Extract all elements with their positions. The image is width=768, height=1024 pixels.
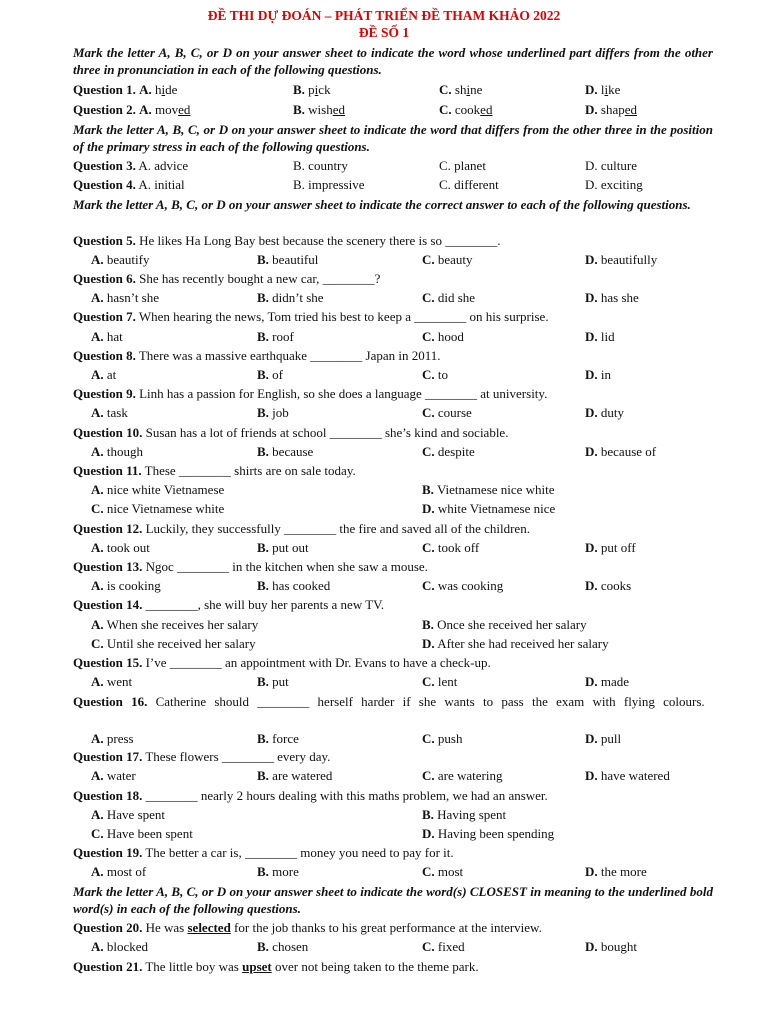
option-letter: C. <box>439 102 455 117</box>
option-a: press <box>106 731 134 746</box>
option-c: beauty <box>437 252 473 267</box>
option-d: because of <box>600 444 657 459</box>
underlined-word: selected <box>187 920 231 935</box>
option-b: didn’t she <box>272 290 324 305</box>
option-b: B. country <box>293 158 348 173</box>
option-letter: A. <box>91 768 104 783</box>
option-letter: C. <box>439 82 455 97</box>
option-letter: B. <box>257 674 269 689</box>
option-letter: A. <box>91 674 104 689</box>
option-letter: B. <box>422 807 434 822</box>
underlined-part: ed <box>178 102 191 117</box>
question-text: He likes Ha Long Bay best because the scenery there is so ________. <box>139 233 501 248</box>
question-text: These ________ shirts are on sale today. <box>144 463 356 478</box>
option-letter: D. <box>585 939 598 954</box>
question-text: When hearing the news, Tom tried his best to keep a ________ on his surprise. <box>138 309 549 324</box>
option-b: because <box>272 444 314 459</box>
option-letter: C. <box>422 290 435 305</box>
question-text: The better a car is, ________ money you need to pay for it. <box>145 845 454 860</box>
question-15-stem <box>73 655 713 671</box>
option-d: lid <box>600 329 615 344</box>
underlined-word: upset <box>242 959 272 974</box>
option-letter: C. <box>422 329 435 344</box>
option-letter: C. <box>422 578 435 593</box>
question-label: Question 15. <box>73 655 143 670</box>
option-letter: B. <box>257 731 269 746</box>
option-letter: B. <box>257 252 269 267</box>
option-a: water <box>106 768 136 783</box>
question-text: ________, she will buy her parents a new TV. <box>145 597 385 612</box>
option-d: D. exciting <box>585 177 643 192</box>
option-a: A. initial <box>138 177 185 192</box>
option-letter: B. <box>257 578 269 593</box>
option-d: have watered <box>600 768 670 783</box>
option-text: ck <box>318 82 331 97</box>
question-text: The little boy was <box>145 959 243 974</box>
option-a: at <box>106 367 117 382</box>
option-d: cooks <box>600 578 632 593</box>
question-7-stem <box>73 309 713 325</box>
exam-subtitle: ĐỀ SỐ 1 <box>358 25 410 40</box>
question-text: She has recently bought a new car, ________? <box>139 271 381 286</box>
question-label: Question 9. <box>73 386 136 401</box>
question-5-stem <box>73 233 713 249</box>
option-letter: A. <box>91 540 104 555</box>
option-letter: C. <box>91 501 104 516</box>
option-letter: A. <box>91 939 104 954</box>
option-letter: D. <box>585 578 598 593</box>
question-text: He was <box>145 920 188 935</box>
option-letter: A. <box>91 329 104 344</box>
question-label: Question 6. <box>73 271 136 286</box>
option-c: lent <box>437 674 458 689</box>
option-b: Vietnamese nice white <box>436 482 555 497</box>
question-text: There was a massive earthquake ________ Japan in 2011. <box>138 348 441 363</box>
underlined-part: i <box>604 82 609 97</box>
option-letter: A. <box>139 102 155 117</box>
option-text: mov <box>154 102 179 117</box>
option-text: ne <box>470 82 483 97</box>
option-d: pull <box>600 731 622 746</box>
option-letter: A. <box>91 482 104 497</box>
option-c: despite <box>437 444 475 459</box>
option-letter: C. <box>422 864 435 879</box>
option-text: wish <box>308 102 333 117</box>
question-text: Catherine should ________ herself harder if she wants to pass the exam with flying colours. <box>155 694 705 709</box>
option-d: put off <box>600 540 636 555</box>
option-letter: B. <box>257 540 269 555</box>
option-b: of <box>272 367 284 382</box>
question-label: Question 11. <box>73 463 142 478</box>
question-6-stem <box>73 271 713 287</box>
option-letter: C. <box>91 826 104 841</box>
option-letter: A. <box>91 405 104 420</box>
option-c: fixed <box>437 939 465 954</box>
option-b: B. impressive <box>293 177 365 192</box>
option-text: cook <box>454 102 481 117</box>
option-d: the more <box>600 864 647 879</box>
underlined-part: i <box>466 82 471 97</box>
option-text: l <box>600 82 605 97</box>
option-a: hat <box>106 329 123 344</box>
option-letter: A. <box>91 864 104 879</box>
option-a: most of <box>106 864 147 879</box>
option-letter: A. <box>91 578 104 593</box>
option-letter: D. <box>585 444 598 459</box>
question-label: Question 1. <box>73 82 136 97</box>
option-letter: A. <box>91 617 104 632</box>
option-a: is cooking <box>106 578 161 593</box>
underlined-part: ed <box>624 102 638 117</box>
option-c: C. different <box>439 177 499 192</box>
option-d: in <box>600 367 612 382</box>
option-letter: D. <box>585 290 598 305</box>
option-a: beautify <box>106 252 150 267</box>
question-13-stem <box>73 559 713 575</box>
option-a: A. advice <box>138 158 189 173</box>
option-d: D. culture <box>585 158 637 173</box>
option-a: task <box>106 405 128 420</box>
option-c: push <box>437 731 463 746</box>
option-letter: B. <box>257 367 269 382</box>
question-21-stem <box>73 959 713 975</box>
option-letter: D. <box>585 864 598 879</box>
question-14-stem <box>73 597 713 613</box>
question-text: Linh has a passion for English, so she does a language ________ at university. <box>139 386 548 401</box>
option-c: nice Vietnamese white <box>106 501 225 516</box>
option-letter: C. <box>422 768 435 783</box>
option-b: put out <box>272 540 309 555</box>
option-d: beautifully <box>600 252 658 267</box>
option-letter: A. <box>91 731 104 746</box>
option-letter: B. <box>293 102 309 117</box>
option-letter: A. <box>91 252 104 267</box>
option-letter: A. <box>139 82 155 97</box>
option-letter: B. <box>257 864 269 879</box>
question-label: Question 13. <box>73 559 143 574</box>
option-d: made <box>600 674 630 689</box>
option-letter: A. <box>91 444 104 459</box>
question-label: Question 2. <box>73 102 136 117</box>
option-letter: D. <box>585 731 598 746</box>
option-letter: B. <box>257 329 269 344</box>
question-18-stem <box>73 788 713 804</box>
option-letter: D. <box>585 540 598 555</box>
option-c: was cooking <box>437 578 504 593</box>
option-letter: B. <box>257 444 269 459</box>
option-letter: D. <box>585 329 598 344</box>
option-d: duty <box>600 405 625 420</box>
option-letter: C. <box>422 405 435 420</box>
option-text: h <box>154 82 162 97</box>
question-11-stem <box>73 463 713 479</box>
option-b: put <box>272 674 289 689</box>
option-d: Having been spending <box>437 826 555 841</box>
option-d: has she <box>600 290 639 305</box>
option-b: has cooked <box>272 578 331 593</box>
question-16-stem <box>73 693 713 711</box>
option-letter: D. <box>585 102 601 117</box>
exam-title: ĐỀ THI DỰ ĐOÁN – PHÁT TRIỂN ĐỀ THAM KHẢO 2022 <box>207 8 561 23</box>
option-b: are watered <box>272 768 333 783</box>
option-letter: D. <box>585 674 598 689</box>
question-9-stem <box>73 386 713 402</box>
option-letter: C. <box>422 540 435 555</box>
option-letter: B. <box>293 82 309 97</box>
question-label: Question 16. <box>73 694 148 709</box>
question-label: Question 20. <box>73 920 143 935</box>
instruction-pronunciation: Mark the letter A, B, C, or D on your answer sheet to indicate the word whose underlined part differs from the other three in pronunciation in each of the following questions. <box>73 45 713 77</box>
option-c: most <box>437 864 464 879</box>
question-12-stem <box>73 521 713 537</box>
question-8-stem <box>73 348 713 364</box>
option-c: are watering <box>437 768 503 783</box>
option-letter: C. <box>422 674 435 689</box>
option-b: force <box>272 731 299 746</box>
option-a: though <box>106 444 144 459</box>
option-letter: D. <box>422 826 435 841</box>
question-text: Ngoc ________ in the kitchen when she saw a mouse. <box>145 559 428 574</box>
option-letter: C. <box>422 939 435 954</box>
option-letter: B. <box>257 405 269 420</box>
option-letter: C. <box>422 444 435 459</box>
option-letter: A. <box>91 807 104 822</box>
option-d: bought <box>600 939 638 954</box>
underlined-part: ed <box>480 102 493 117</box>
option-letter: D. <box>585 405 598 420</box>
question-label: Question 3. <box>73 158 136 173</box>
question-text: over not being taken to the theme park. <box>271 959 479 974</box>
option-d: white Vietnamese nice <box>437 501 556 516</box>
option-a: went <box>106 674 133 689</box>
option-b: chosen <box>272 939 309 954</box>
instruction-closest-meaning: Mark the letter A, B, C, or D on your answer sheet to indicate the word(s) CLOSEST in meaning to the underlined bold word(s) in each of the following questions. <box>73 884 713 916</box>
option-c: Until she received her salary <box>106 636 256 651</box>
option-letter: D. <box>422 636 435 651</box>
option-letter: D. <box>422 501 435 516</box>
option-letter: B. <box>257 290 269 305</box>
option-c: did she <box>437 290 476 305</box>
instruction-stress: Mark the letter A, B, C, or D on your answer sheet to indicate the word that differs from the other three in the position of the primary stress in each of the following questions. <box>73 122 713 154</box>
question-text: ________ nearly 2 hours dealing with this maths problem, we had an answer. <box>145 788 548 803</box>
option-letter: D. <box>585 367 598 382</box>
question-label: Question 8. <box>73 348 136 363</box>
question-text: These flowers ________ every day. <box>145 749 331 764</box>
question-17-stem <box>73 749 713 765</box>
question-label: Question 7. <box>73 309 136 324</box>
option-a: When she receives her salary <box>106 617 259 632</box>
option-letter: B. <box>422 482 434 497</box>
question-10-stem <box>73 425 713 441</box>
instruction-correct-answer: Mark the letter A, B, C, or D on your answer sheet to indicate the correct answer to each of the following questions. <box>73 197 691 212</box>
question-label: Question 10. <box>73 425 143 440</box>
option-b: job <box>272 405 289 420</box>
option-a: blocked <box>106 939 149 954</box>
option-text: p <box>308 82 315 97</box>
option-text: de <box>165 82 178 97</box>
question-label: Question 21. <box>73 959 143 974</box>
option-b: more <box>272 864 299 879</box>
question-label: Question 17. <box>73 749 143 764</box>
option-letter: B. <box>257 939 269 954</box>
option-letter: D. <box>585 82 601 97</box>
option-c: hood <box>437 329 464 344</box>
question-text: for the job thanks to his great performance at the interview. <box>230 920 542 935</box>
question-label: Question 19. <box>73 845 143 860</box>
option-a: took out <box>106 540 150 555</box>
option-b: roof <box>272 329 294 344</box>
option-c: C. planet <box>439 158 486 173</box>
underlined-part: i <box>161 82 166 97</box>
underlined-part: i <box>314 82 319 97</box>
option-letter: A. <box>91 290 104 305</box>
option-c: took off <box>437 540 480 555</box>
question-19-stem <box>73 845 713 861</box>
option-b: Having spent <box>437 807 507 822</box>
question-label: Question 5. <box>73 233 136 248</box>
option-c: course <box>437 405 472 420</box>
option-c: Have been spent <box>106 826 193 841</box>
question-text: Luckily, they successfully ________ the fire and saved all of the children. <box>145 521 530 536</box>
underlined-part: ed <box>332 102 346 117</box>
option-text: sh <box>454 82 467 97</box>
option-letter: C. <box>91 636 104 651</box>
option-a: nice white Vietnamese <box>106 482 225 497</box>
option-letter: B. <box>257 768 269 783</box>
question-label: Question 14. <box>73 597 143 612</box>
option-b: Once she received her salary <box>437 617 587 632</box>
option-letter: B. <box>422 617 434 632</box>
option-c: to <box>437 367 449 382</box>
question-text: Susan has a lot of friends at school ________ she’s kind and sociable. <box>145 425 509 440</box>
option-d: After she had received her salary <box>437 636 609 651</box>
option-text: ke <box>608 82 621 97</box>
question-label: Question 12. <box>73 521 143 536</box>
option-a: hasn’t she <box>106 290 160 305</box>
question-20-stem <box>73 920 713 936</box>
option-letter: C. <box>422 252 435 267</box>
option-letter: C. <box>422 367 435 382</box>
question-label: Question 4. <box>73 177 136 192</box>
option-letter: D. <box>585 768 598 783</box>
option-b: beautiful <box>272 252 319 267</box>
option-letter: D. <box>585 252 598 267</box>
option-a: Have spent <box>106 807 166 822</box>
question-label: Question 18. <box>73 788 143 803</box>
option-letter: C. <box>422 731 435 746</box>
question-text: I’ve ________ an appointment with Dr. Evans to have a check-up. <box>145 655 491 670</box>
option-letter: A. <box>91 367 104 382</box>
option-text: shap <box>600 102 625 117</box>
